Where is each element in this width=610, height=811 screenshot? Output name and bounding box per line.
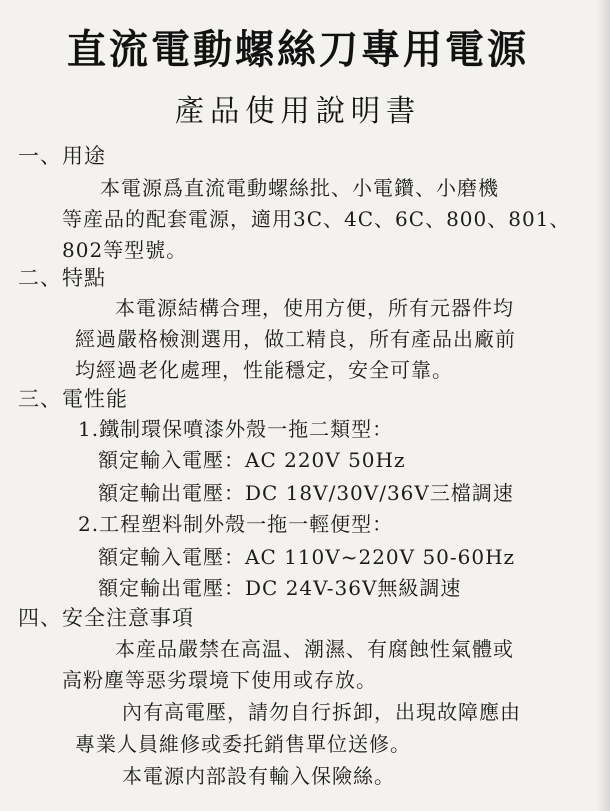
section-line: 專業人員維修或委托銷售單位送修。 [75, 732, 411, 756]
section-line: 經過嚴格檢測選用，做工精良，所有產品出廠前 [75, 327, 516, 351]
section-line: 內有高電壓，請勿自行拆卸，出現故障應由 [122, 700, 521, 724]
section-line: 高粉塵等惡劣環境下使用或存放。 [62, 668, 377, 692]
spec-input-voltage-2: 額定輸入電壓：AC 110V~220V 50-60Hz [98, 545, 516, 569]
document-title: 直流電動螺絲刀專用電源 [66, 26, 530, 73]
section-heading-purpose: 一、用途 [18, 144, 106, 168]
section-line: 本電源結構合理，使用方便，所有元器件均 [115, 296, 514, 320]
spec-input-voltage-1: 額定輸入電壓：AC 220V 50Hz [98, 448, 406, 472]
section-line: 802等型號。 [62, 238, 188, 262]
section-heading-safety: 四、安全注意事項 [18, 606, 194, 630]
document-subtitle: 產品使用說明書 [174, 94, 422, 129]
section-line: 本電源内部設有輸入保險絲。 [122, 764, 395, 788]
scan-edge-shadow [596, 0, 610, 811]
section-line: 等産品的配套電源，適用3C、4C、6C、800、801、 [62, 207, 571, 231]
spec-output-voltage-1: 額定輸出電壓：DC 18V/30V/36V三檔調速 [98, 481, 514, 505]
spec-type-1: 1.鐵制環保噴漆外殼一拖二類型： [78, 417, 394, 441]
spec-type-2: 2.工程塑料制外殼一拖一輕便型： [78, 512, 394, 536]
spec-output-voltage-2: 額定輸出電壓：DC 24V-36V無級調速 [98, 576, 462, 600]
section-line: 均經過老化處理，性能穩定，安全可靠。 [75, 358, 453, 382]
section-line: 本産品嚴禁在高温、潮濕、有腐蝕性氣體或 [115, 637, 514, 661]
section-heading-features: 二、特點 [18, 266, 106, 290]
section-heading-electrical: 三、電性能 [18, 387, 128, 411]
section-line: 本電源爲直流電動螺絲批、小電鑽、小磨機 [100, 176, 499, 200]
